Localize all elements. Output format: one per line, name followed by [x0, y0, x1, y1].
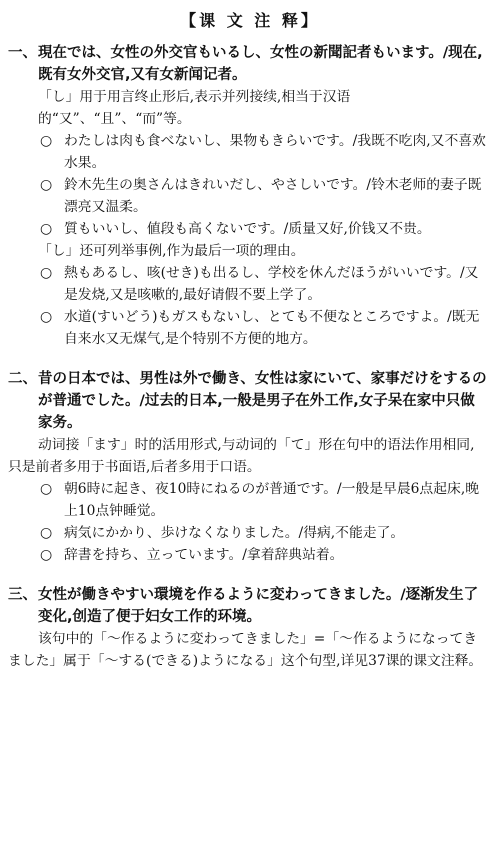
example-item	[40, 130, 488, 174]
example-text: 病気にかかり、歩けなくなりました。/得病,不能走了。	[64, 525, 405, 541]
example-item	[40, 544, 488, 566]
bullet-circle-icon: ○	[40, 177, 53, 193]
section-2-number: 二、	[8, 371, 37, 387]
bullet-circle-icon: ○	[40, 547, 53, 563]
page-title: 【课 文 注 释】	[180, 11, 320, 30]
section-1-note: 「し」用于用言终止形后,表示并列接续,相当于汉语的“又”、“且”、“而”等。	[38, 89, 351, 127]
bullet-circle-icon: ○	[40, 525, 53, 541]
bullet-circle-icon: ○	[40, 265, 53, 281]
section-2-heading-text: 昔の日本では、男性は外で働き、女性は家にいて、家事だけをするのが普通でした。/过去的日本,一般是男子在外工作,女子呆在家中只做家务。	[38, 371, 487, 431]
section-3-heading	[0, 584, 488, 628]
example-item	[40, 306, 488, 350]
example-text: 質もいいし、値段も高くないです。/质量又好,价钱又不贵。	[64, 221, 431, 237]
bullet-circle-icon: ○	[40, 309, 53, 325]
bullet-circle-icon: ○	[40, 221, 53, 237]
section-3-number: 三、	[8, 587, 37, 603]
section-1-number: 一、	[8, 45, 37, 61]
section-2-paragraph: 动词接「ます」时的活用形式,与动词的「て」形在句中的语法作用相同,只是前者多用于书面语,后者多用于口语。	[8, 437, 475, 475]
example-item	[40, 218, 488, 240]
example-text: 鈴木先生の奥さんはきれいだし、やさしいです。/铃木老师的妻子既漂亮又温柔。	[64, 177, 482, 215]
example-text: 水道(すいどう)もガスもないし、とても不便なところですよ。/既无自来水又无煤气,是个特别不方便的地方。	[64, 309, 480, 347]
section-3-heading-text: 女性が働きやすい環境を作るように変わってきました。/逐渐发生了变化,创造了便于妇女工作的环境。	[38, 587, 479, 625]
section-divider	[0, 350, 500, 368]
example-item	[40, 478, 488, 522]
example-text: 朝6時に起き、夜10時にねるのが普通です。/一般是早晨6点起床,晚上10点钟睡觉。	[64, 481, 480, 519]
bullet-circle-icon: ○	[40, 481, 53, 497]
section-divider	[0, 566, 500, 584]
section-1-heading	[0, 42, 488, 86]
section-1-note-2: 「し」还可列举事例,作为最后一项的理由。	[38, 243, 305, 259]
section-1-heading-text: 現在では、女性の外交官もいるし、女性の新聞記者もいます。/现在,既有女外交官,又有女新闻记者。	[38, 45, 483, 83]
section-2-heading	[0, 368, 488, 434]
example-item	[40, 522, 488, 544]
example-text: 熱もあるし、咳(せき)も出るし、学校を休んだほうがいいです。/又是发烧,又是咳嗽的,最好请假不要上学了。	[64, 265, 479, 303]
example-text: わたしは肉も食べないし、果物もきらいです。/我既不吃肉,又不喜欢水果。	[64, 133, 486, 171]
example-item	[40, 174, 488, 218]
example-item	[40, 262, 488, 306]
example-text: 辞書を持ち、立っています。/拿着辞典站着。	[64, 547, 344, 563]
bullet-circle-icon: ○	[40, 133, 53, 149]
section-3-paragraph: 该句中的「～作るように変わってきました」=「～作るようになってきました」属于「～する(できる)ようになる」这个句型,详见37课的课文注释。	[8, 631, 483, 669]
